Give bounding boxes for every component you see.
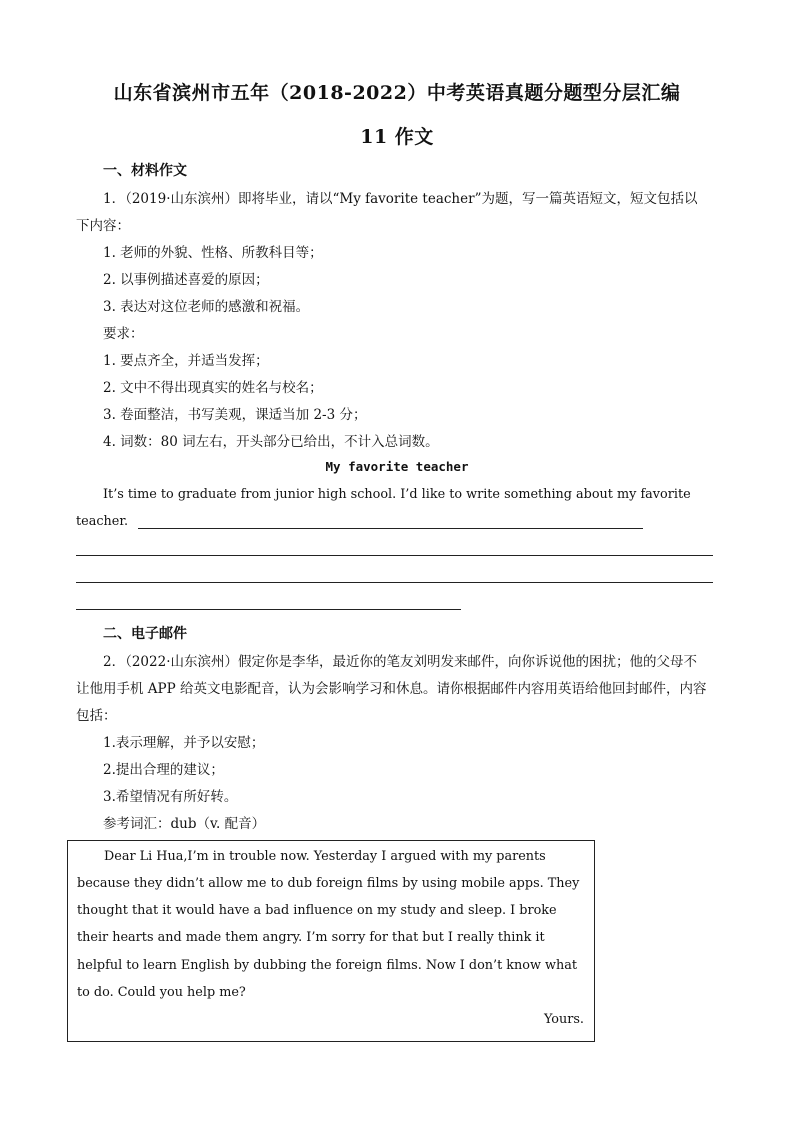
email-point-2: 2.提出合理的建议； [103, 762, 224, 778]
question2-line1: 2．（2022·山东滨州）假定你是李华，最近你的笔友刘明发来邮件，向你诉说他的困扰；他的父母不 [103, 654, 697, 670]
essay-opening-line2: teacher. [76, 514, 129, 529]
email-point-1: 1.表示理解，并予以安慰； [103, 735, 265, 751]
content-point-3: 3. 表达对这位老师的感激和祝福。 [103, 299, 310, 315]
requirement-3: 3. 卷面整洁，书写美观，课适当加 2-3 分； [103, 407, 367, 423]
letter-line-5: helpful to learn English by dubbing the foreign films. Now I don’t know what [77, 958, 577, 973]
document-title: 山东省滨州市五年（2018-2022）中考英语真题分题型分层汇编 [113, 82, 681, 104]
requirement-1: 1. 要点齐全，并适当发挥； [103, 353, 269, 369]
requirement-2: 2. 文中不得出现真实的姓名与校名； [103, 380, 323, 396]
letter-line-6: to do. Could you help me? [77, 985, 246, 1000]
writing-line-4[interactable] [76, 609, 461, 610]
letter-line-3: thought that it would have a bad influence on my study and sleep. I broke [77, 903, 557, 918]
section1-heading: 一、材料作文 [103, 163, 187, 179]
question2-line2: 让他用手机 APP 给英文电影配音，认为会影响学习和休息。请你根据邮件内容用英语给他回封邮件，内容 [76, 681, 707, 697]
essay-opening-line1: It’s time to graduate from junior high school. I’d like to write something about my favorite [103, 487, 691, 502]
vocabulary-hint: 参考词汇：dub（v. 配音） [103, 816, 266, 832]
letter-line-4: their hearts and made them angry. I’m sorry for that but I really think it [77, 930, 545, 945]
requirements-label: 要求： [103, 326, 144, 342]
letter-box [67, 840, 595, 1042]
requirement-4: 4. 词数：80 词左右，开头部分已给出，不计入总词数。 [103, 434, 439, 450]
question1-line2: 下内容： [76, 218, 130, 234]
email-point-3: 3.希望情况有所好转。 [103, 789, 238, 805]
question2-line3: 包括： [76, 708, 117, 724]
content-point-2: 2. 以事例描述喜爱的原因； [103, 272, 269, 288]
question1-line1: 1．（2019·山东滨州）即将毕业，请以“My favorite teacher”为题，写一篇英语短文，短文包括以 [103, 191, 698, 207]
essay-title: My favorite teacher [325, 459, 469, 474]
letter-line-2: because they didn’t allow me to dub foreign films by using mobile apps. They [77, 876, 580, 891]
content-point-1: 1. 老师的外貌、性格、所教科目等； [103, 245, 323, 261]
writing-line-3[interactable] [76, 582, 713, 583]
writing-line-2[interactable] [76, 555, 713, 556]
section2-heading: 二、电子邮件 [103, 626, 187, 642]
writing-line-1[interactable] [138, 528, 643, 529]
document-subtitle: 11 作文 [360, 126, 434, 148]
letter-line-1: Dear Li Hua,I’m in trouble now. Yesterday I argued with my parents [104, 849, 546, 864]
letter-signoff: Yours. [543, 1012, 584, 1027]
